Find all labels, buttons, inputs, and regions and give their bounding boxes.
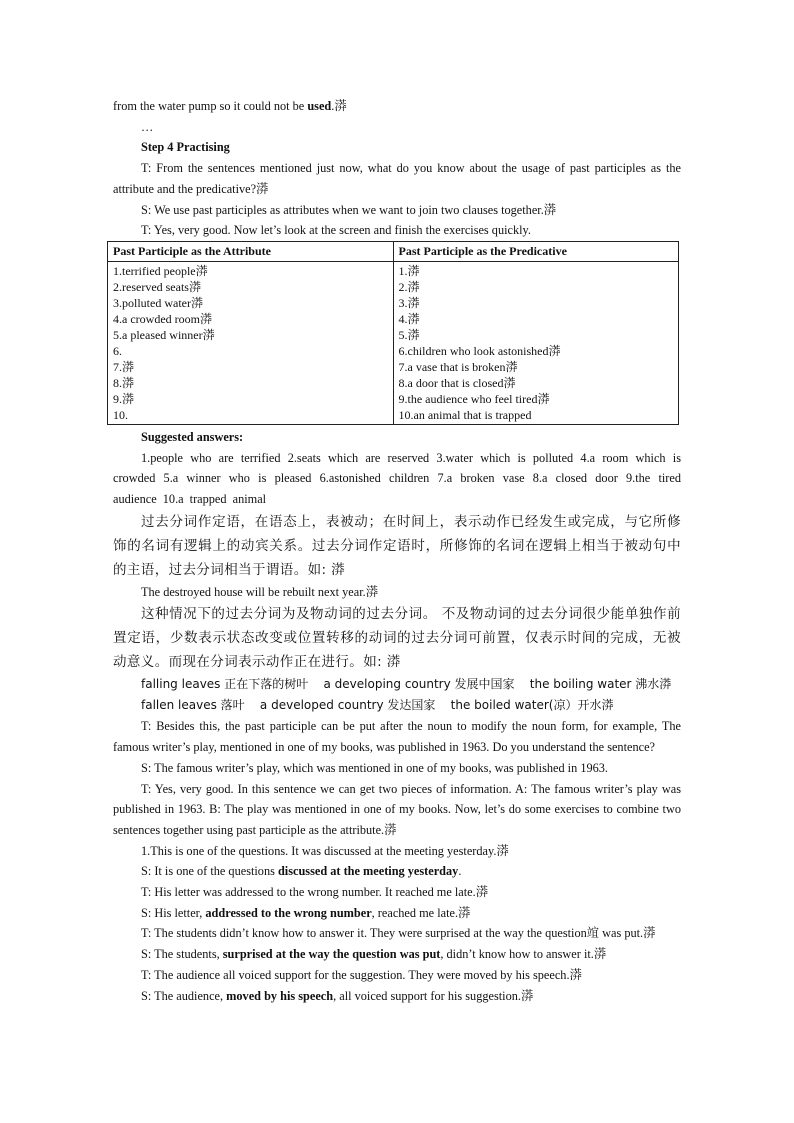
suggested-answers-heading: Suggested answers: <box>141 429 244 444</box>
exercise-bold-phrase: surprised at the way the question was put <box>222 947 441 962</box>
word-pairs-line-2: fallen leaves 落叶 a developed country 发达国家 the boiled water(凉）开水漭 <box>141 698 614 713</box>
exercise-text-end: . <box>458 864 462 879</box>
exercise-text: S: His letter, <box>141 905 206 920</box>
exercise-line <box>113 986 681 1007</box>
intro-bold-word: used <box>307 99 332 113</box>
exercise-line <box>113 944 681 965</box>
intro-text-end: .漭 <box>331 99 347 113</box>
intro-text: from the water pump so it could not be <box>113 99 308 113</box>
exercise-line <box>113 903 681 924</box>
exercise-line <box>113 861 681 882</box>
exercise-text-end: , all voiced support for his suggestion.漭 <box>333 988 534 1003</box>
attribute-item: 9.漭 <box>113 391 135 406</box>
chinese-explanation-1: 过去分词作定语，在语态上，表被动；在时间上，表示动作已经发生或完成，与它所修饰的名词有逻辑上的动宾关系。过去分词作定语时，所修饰的名词在逻辑上相当于被动句中的主语，过去分词相当于谓语。如: 漭 <box>113 513 681 578</box>
attribute-item: 3.polluted water漭 <box>113 295 203 310</box>
exercise-text-end: , reached me late.漭 <box>371 905 471 920</box>
chinese-explanation-2: 这种情况下的过去分词为及物动词的过去分词。 不及物动词的过去分词很少能单独作前置定语，少数表示状态改变或位置转移的动词的过去分词可前置，仅表示时间的完成，无被动意义。而现在分词表示动作正在进行。如: 漭 <box>113 606 681 671</box>
predicative-item: 1.漭 <box>398 263 420 278</box>
exercise-text: T: The audience all voiced support for the suggestion. They were moved by his speech.漭 <box>141 967 582 982</box>
teacher-explanation-2: T: Besides this, the past participle can be put after the noun to modify the noun form, for example, The famous writer’s play, mentioned in one of my books, was published in 1963. Do you understand the sentence? <box>113 719 681 755</box>
exercise-line <box>113 923 681 944</box>
teacher-reply-2: T: Yes, very good. In this sentence we can get two pieces of information. A: The famous writer’s play was published in 1963. B: The play was mentioned in one of my books. Now, let’s do some exercises to combine two sentences together using past participle as the attribute.漭 <box>113 781 681 837</box>
exercise-line <box>113 882 681 903</box>
attribute-item: 6. <box>113 343 122 358</box>
document-page <box>113 96 681 1006</box>
attribute-column <box>108 261 394 424</box>
exercise-table <box>107 241 679 425</box>
exercise-bold-phrase: discussed at the meeting yesterday <box>277 864 459 879</box>
exercise-text: 1.This is one of the questions. It was discussed at the meeting yesterday.漭 <box>141 843 509 858</box>
exercise-text: T: His letter was addressed to the wrong number. It reached me late.漭 <box>141 885 489 900</box>
exercise-text: S: It is one of the questions <box>141 864 278 879</box>
exercise-text: S: The audience, <box>141 988 227 1003</box>
attribute-item: 1.terrified people漭 <box>113 263 208 278</box>
teacher-reply-1: T: Yes, very good. Now let’s look at the screen and finish the exercises quickly. <box>141 223 531 238</box>
exercise-bold-phrase: moved by his speech <box>226 988 334 1003</box>
predicative-item: 4.漭 <box>398 311 420 326</box>
predicative-item: 8.a door that is closed漭 <box>398 375 516 390</box>
intro-line <box>113 96 681 117</box>
word-pairs-line-1: falling leaves 正在下落的树叶 a developing country 发展中国家 the boiling water 沸水漭 <box>141 677 672 692</box>
predicative-item: 7.a vase that is broken漭 <box>398 359 518 374</box>
predicative-column <box>393 261 679 424</box>
exercise-text-end: , didn’t know how to answer it.漭 <box>440 947 607 962</box>
step-heading: Step 4 Practising <box>141 140 230 155</box>
attribute-item: 4.a crowded room漭 <box>113 311 212 326</box>
student-answer-2: S: The famous writer’s play, which was mentioned in one of my books, was published in 1963. <box>141 760 608 775</box>
exercise-text: S: The students, <box>141 947 223 962</box>
predicative-item: 5.漭 <box>398 327 420 342</box>
table-header-predicative: Past Participle as the Predicative <box>393 241 679 261</box>
attribute-item: 5.a pleased winner漭 <box>113 327 215 342</box>
predicative-item: 9.the audience who feel tired漭 <box>398 391 550 406</box>
predicative-item: 2.漭 <box>398 279 420 294</box>
exercise-line <box>113 841 681 862</box>
ellipsis: … <box>141 119 154 134</box>
exercise-line <box>113 965 681 986</box>
predicative-item: 3.漭 <box>398 295 420 310</box>
predicative-item: 10.an animal that is trapped <box>398 407 532 422</box>
student-answer-1: S: We use past participles as attributes when we want to join two clauses together.漭 <box>141 202 557 217</box>
exercise-bold-phrase: addressed to the wrong number <box>205 905 372 920</box>
exercise-text: T: The students didn’t know how to answer it. They were surprised at the way the question竩 was put.漭 <box>141 926 656 941</box>
attribute-item: 10. <box>113 407 128 422</box>
teacher-question-1: T: From the sentences mentioned just now, what do you know about the usage of past participles as the attribute and the predicative?漭 <box>113 161 681 196</box>
example-sentence: The destroyed house will be rebuilt next year.漭 <box>141 584 378 599</box>
attribute-item: 2.reserved seats漭 <box>113 279 201 294</box>
table-header-attribute: Past Participle as the Attribute <box>108 241 394 261</box>
predicative-item: 6.children who look astonished漭 <box>398 343 561 358</box>
suggested-answers-text: 1.people who are terrified 2.seats which are reserved 3.water which is polluted 4.a room which is crowded 5.a winner who is pleased 6.astonished children 7.a broken vase 8.a closed door 9.the tired audience 10.a trapped animal <box>113 450 681 507</box>
attribute-item: 7.漭 <box>113 359 135 374</box>
attribute-item: 8.漭 <box>113 375 135 390</box>
